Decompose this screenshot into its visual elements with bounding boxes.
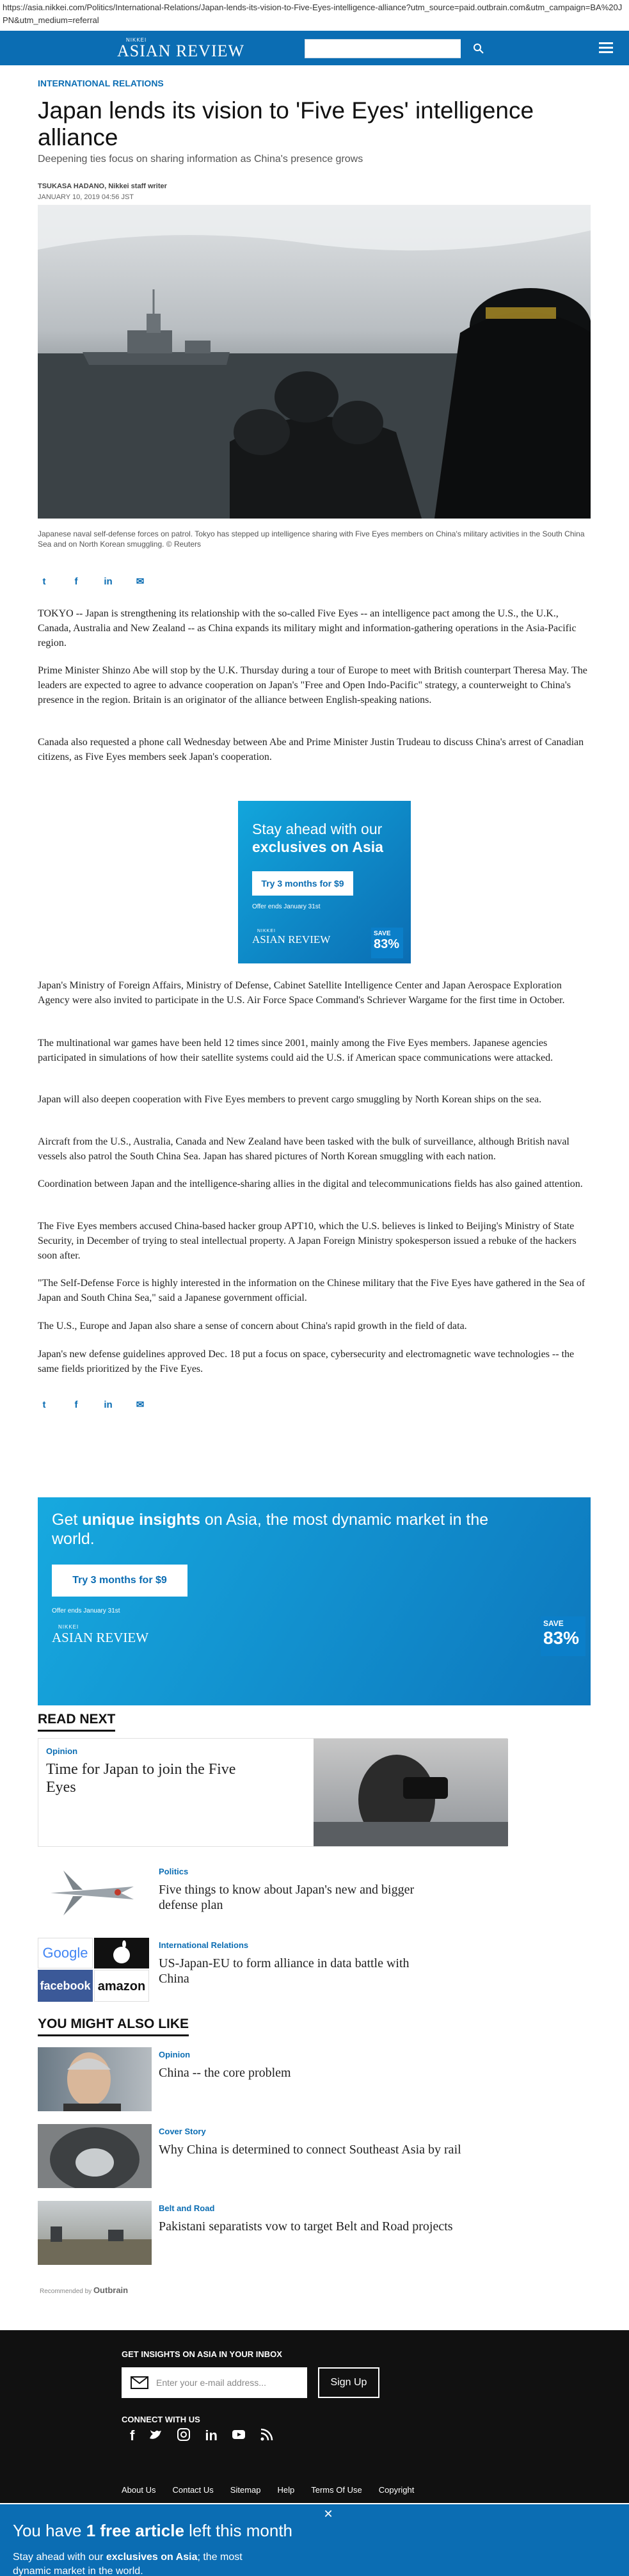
card-title: Time for Japan to join the Five Eyes [46,1761,236,1796]
save-value: 83% [543,1628,580,1648]
image-caption: Japanese naval self-defense forces on patrol. Tokyo has stepped up intelligence sharing with Five Eyes members on China's military activities in the South China Sea and on North Korean smuggling. © Reuters [38,529,585,549]
card-tag: Opinion [159,2050,191,2059]
read-next-item[interactable] [38,1864,591,1928]
ad-headline-d: world. [52,1530,95,1548]
youtube-glyph [232,2427,246,2442]
instagram-glyph [177,2427,191,2442]
offer-text: Offer ends January 31st [52,1607,120,1614]
footer-link[interactable]: Sitemap [230,2485,261,2495]
banner-title-b: 1 free article [86,2521,184,2540]
paragraph: Canada also requested a phone call Wednesday between Abe and Prime Minister Justin Trudeau to discuss China's arrest of Canadian citizens, as Five Eyes members seek Japan's cooperation. [38,737,584,762]
recommended-by[interactable] [40,2285,128,2295]
card-title: Why China is determined to connect Southeast Asia by rail [159,2143,461,2157]
card-title: Five things to know about Japan's new and bigger defense plan [159,1883,415,1912]
tunnel-photo [38,2124,152,2188]
article-subtitle: Deepening ties focus on sharing information as China's presence grows [38,154,363,165]
footer-link[interactable]: About Us [122,2485,156,2495]
rss-icon[interactable] [260,2427,274,2445]
offer-text: Offer ends January 31st [252,903,321,910]
card-image [38,2047,152,2111]
newsletter-title: GET INSIGHTS ON ASIA IN YOUR INBOX [122,2349,282,2359]
paragraph: "The Self-Defense Force is highly interested in the information on the Chinese military that the Five Eyes have gathered in the Sea of Japan and South China Sea," said a Japanese government official. [38,1278,585,1303]
banner-title [13,2521,292,2541]
paragraph: Aircraft from the U.S., Australia, Canada and New Zealand have been tasked with the bulk of surveillance, although British naval vessels also patrol the South China Sea. Japan has shared pictures of North Korean smuggling with each nation. [38,1136,569,1162]
promo-ad-large[interactable] [38,1497,591,1705]
social-icons [130,2427,274,2445]
address-bar[interactable]: https://asia.nikkei.com/Politics/International-Relations/Japan-lends-its-vision-to-Five-Eyes-intelligence-alliance?utm_source=paid.outbrain.com&utm_campaign=BA%20JPN&utm_medium=referral [0,0,629,31]
paragraph: Japan's Ministry of Foreign Affairs, Ministry of Defense, Cabinet Satellite Intelligence Center and Japan Aerospace Exploration Agency were also invited to participate in the U.S. Air Force Space Command's Schriever Wargame for the first time in October. [38,980,565,1006]
search-button[interactable] [461,39,497,58]
card-title: China -- the core problem [159,2066,291,2080]
youtube-icon[interactable] [232,2427,246,2445]
share-bar-top [38,574,147,588]
footer-link[interactable]: Contact Us [172,2485,214,2495]
card-image [314,1739,508,1846]
promo-ad-small[interactable] [238,801,411,963]
facebook-icon[interactable]: f [130,2427,135,2443]
hero-illustration [38,205,591,519]
portrait-photo [38,2047,152,2111]
author[interactable]: TSUKASA HADANO, Nikkei staff writer [38,182,167,190]
ad-line1: Stay ahead with our [252,821,383,837]
linkedin-icon[interactable]: in [104,576,113,587]
ad-headline-c: on Asia, the most dynamic market in the [200,1511,489,1529]
ad-logo-small: NIKKEI [58,1624,79,1630]
ad-logo [52,1624,148,1646]
paywall-banner [0,2504,629,2576]
footer-link[interactable]: Terms Of Use [311,2485,362,2495]
recommended-label: Recommended by [40,2288,92,2295]
email-placeholder: Enter your e-mail address... [156,2378,266,2388]
ad-logo-main: ASIAN REVIEW [252,933,331,946]
card-title: US-Japan-EU to form alliance in data battle with China [159,1956,410,1986]
ad-logo-main: ASIAN REVIEW [52,1630,149,1645]
banner-text-c: ; the most [197,2552,243,2563]
banner-text-d: dynamic market in the world. [13,2566,143,2576]
linkedin-icon[interactable]: in [104,1399,113,1410]
email-icon[interactable]: ✉ [136,576,145,587]
card-tag: Cover Story [159,2127,206,2136]
site-header [0,31,629,65]
paragraph: The multinational war games have been held 12 times since 2001, mainly among the Five Eyes members. Japanese agencies participated in simulations of how their satellite systems could aid the U.S. if American space communications were attacked. [38,1038,553,1063]
also-like-item[interactable] [38,2124,591,2188]
hero-image [38,205,591,519]
card-image [44,1864,140,1919]
binoculars-photo [314,1739,508,1846]
section-label[interactable]: INTERNATIONAL RELATIONS [38,78,164,88]
card-title: Pakistani separatists vow to target Belt and Road projects [159,2219,453,2234]
subscribe-button[interactable]: Try 3 months for $9 [52,1565,187,1597]
logo-main: ASIAN REVIEW [117,42,245,60]
twitter-icon[interactable]: t [42,1399,46,1410]
linkedin-icon[interactable]: in [205,2427,218,2443]
email-input[interactable] [122,2367,307,2398]
save-label: SAVE [374,930,391,937]
card-image [38,2124,152,2188]
connect-title: CONNECT WITH US [122,2415,200,2424]
menu-icon[interactable] [599,42,613,54]
banner-title-c: left this month [184,2521,292,2540]
ad-logo-small: NIKKEI [257,929,276,933]
paragraph: Japan will also deepen cooperation with Five Eyes members to prevent cargo smuggling by North Korean ships on the sea. [38,1094,542,1105]
ad-logo [252,929,330,946]
signup-button[interactable]: Sign Up [318,2367,379,2398]
card-tag: Politics [159,1867,189,1876]
port-photo [38,2201,152,2265]
share-bar-bottom [38,1397,147,1412]
also-like-item[interactable] [38,2047,591,2111]
email-icon[interactable]: ✉ [136,1399,145,1410]
outbrain-logo: Outbrain [93,2285,129,2295]
twitter-bird-icon [148,2427,163,2442]
apple-logo [94,1938,149,1968]
amazon-logo: amazon [94,1970,149,2002]
card-image [38,2201,152,2265]
footer-link[interactable]: Help [277,2485,295,2495]
close-icon[interactable]: ✕ [323,2508,333,2520]
ad-headline-a: Get [52,1511,83,1529]
google-logo: Google [38,1938,93,1968]
save-value: 83% [374,937,400,951]
paragraph: Prime Minister Shinzo Abe will stop by the U.K. Thursday during a tour of Europe to meet with British counterpart Theresa May. The leaders are expected to agree to advance cooperation on Japan's "Free and Open Indo-Pacific" strategy, a counterweight to China's presence in the region. Britain is an originator of the alliance between English-speaking nations. [38,665,587,705]
banner-text [13,2550,288,2576]
banner-title-a: You have [13,2521,86,2540]
paragraph: The U.S., Europe and Japan also share a sense of concern about China's rapid growth in the field of data. [38,1321,467,1332]
subscribe-button[interactable]: Try 3 months for $9 [252,871,353,896]
card-tag: Opinion [46,1746,78,1756]
also-like-heading: YOU MIGHT ALSO LIKE [38,2017,189,2036]
facebook-icon[interactable]: f [74,1399,78,1410]
card-tag: International Relations [159,1940,249,1950]
apple-icon [94,1938,149,1968]
save-badge [541,1616,585,1656]
card-tag: Belt and Road [159,2203,215,2213]
footer-link[interactable]: Copyright [378,2485,415,2495]
ad-line2: exclusives on Asia [252,839,383,855]
facebook-logo: facebook [38,1970,93,2002]
card-image [38,1938,149,2002]
paragraph: TOKYO -- Japan is strengthening its relationship with the so-called Five Eyes -- an intelligence pact among the U.S., the U.K., Canada, Australia and New Zealand -- as China expands its military might and information-gathering operations in the Asia-Pacific region. [38,608,577,648]
article-title: Japan lends its vision to 'Five Eyes' intelligence alliance [38,97,534,150]
instagram-icon[interactable] [177,2427,191,2445]
ad-headline-b: unique insights [82,1511,200,1529]
save-label: SAVE [543,1619,564,1628]
site-footer [0,2330,629,2503]
rss-glyph [260,2427,274,2442]
logo-small: NIKKEI [126,37,147,43]
twitter-icon[interactable] [148,2427,163,2445]
paragraph: Coordination between Japan and the intelligence-sharing allies in the digital and telecommunications fields has also gained attention. [38,1179,583,1189]
footer-links [122,2485,414,2495]
twitter-icon[interactable]: t [42,576,46,587]
facebook-icon[interactable]: f [74,576,78,587]
also-like-item[interactable] [38,2201,591,2265]
read-next-card[interactable] [38,1738,507,1847]
banner-text-a: Stay ahead with our [13,2552,106,2563]
site-logo[interactable] [117,37,244,60]
read-next-heading: READ NEXT [38,1712,115,1732]
paragraph: Japan's new defense guidelines approved Dec. 18 put a focus on space, cybersecurity and electromagnetic wave technologies -- the same fields prioritized by the Five Eyes. [38,1349,575,1374]
publish-date: JANUARY 10, 2019 04:56 JST [38,193,134,201]
jet-illustration [44,1864,140,1919]
paragraph: The Five Eyes members accused China-based hacker group APT10, which the U.S. believes is linked to Beijing's Ministry of State Security, in December of trying to steal intellectual property. A Japan Foreign Ministry spokesperson issued a rebuke of the hackers soon after. [38,1221,577,1261]
banner-text-b: exclusives on Asia [106,2552,198,2563]
mail-icon [131,2376,148,2389]
save-badge [371,928,403,958]
read-next-item[interactable] [38,1938,591,2002]
search-icon [473,43,484,54]
